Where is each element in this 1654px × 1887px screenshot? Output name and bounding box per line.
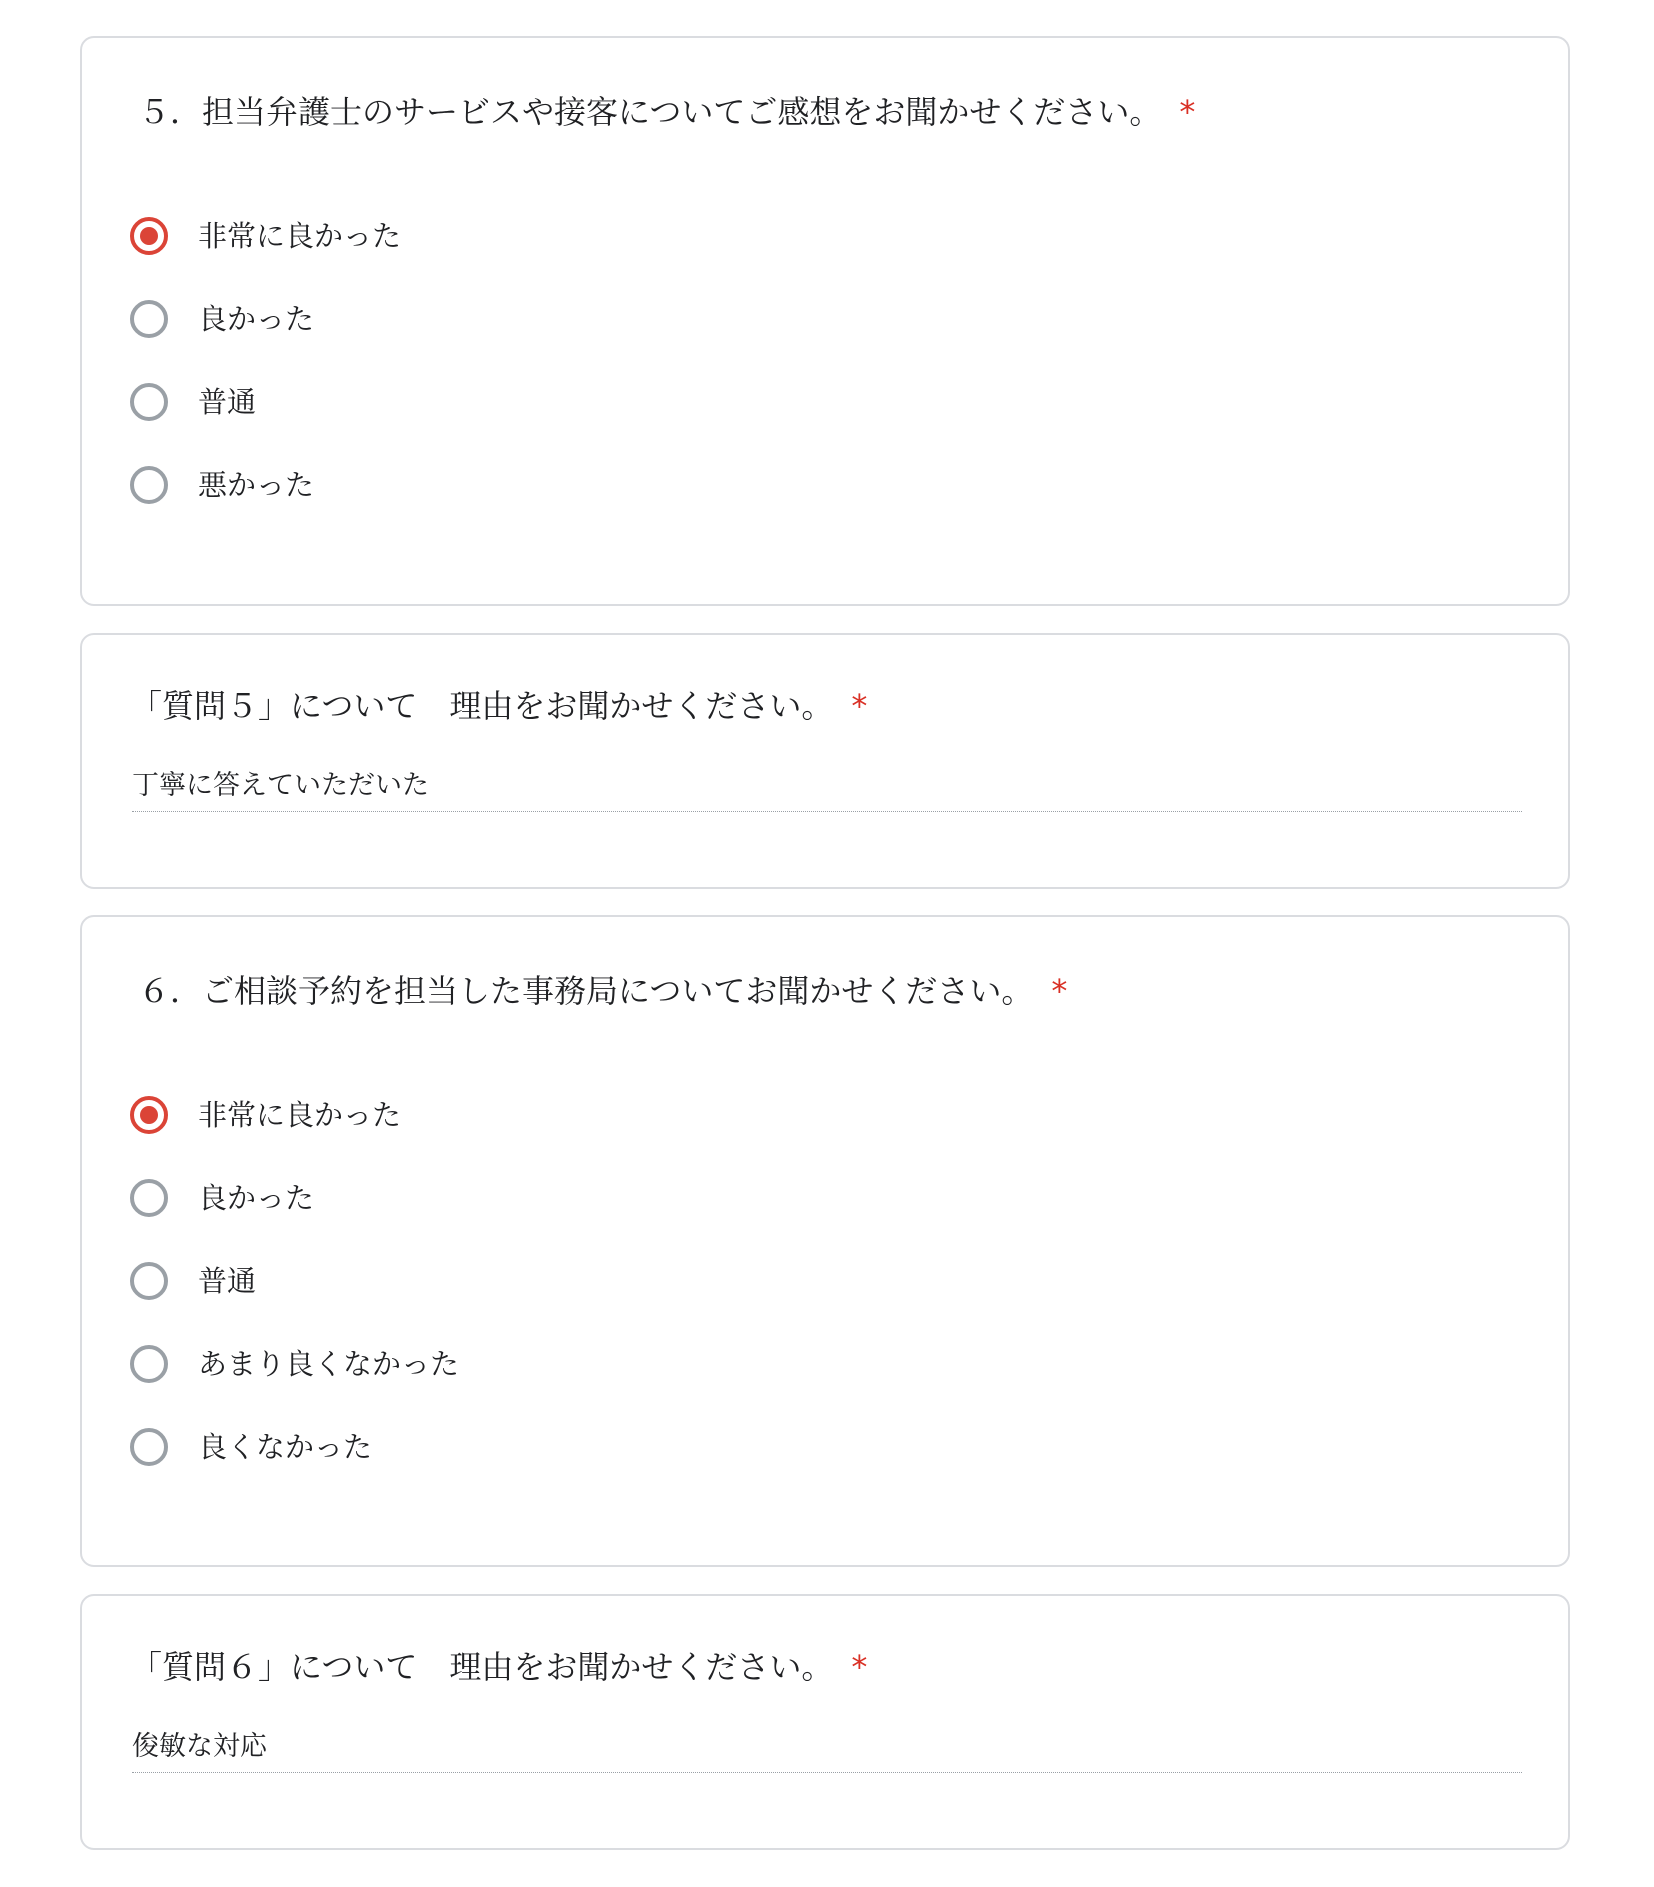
question-6-options (130, 1094, 459, 1509)
question-5-reason-title (130, 687, 867, 725)
q6-option-4[interactable] (130, 1426, 459, 1509)
question-5-reason-title-text: 「質問５」について 理由をお聞かせください。 (130, 687, 834, 725)
question-6-reason-card (80, 1594, 1570, 1850)
question-5-card (80, 36, 1570, 606)
radio-unselected-icon[interactable] (130, 1262, 168, 1300)
option-label: 非常に良かった (198, 219, 402, 253)
radio-unselected-icon[interactable] (130, 466, 168, 504)
option-label: 非常に良かった (198, 1098, 402, 1132)
option-label: 良くなかった (198, 1430, 373, 1464)
radio-unselected-icon[interactable] (130, 1428, 168, 1466)
option-label: 良かった (198, 302, 315, 336)
question-5-title-text: ５．担当弁護士のサービスや接客についてご感想をお聞かせください。 (138, 93, 1162, 131)
option-label: 良かった (198, 1181, 315, 1215)
q6-option-0[interactable] (130, 1094, 459, 1177)
radio-unselected-icon[interactable] (130, 300, 168, 338)
question-6-reason-answer[interactable]: 俊敏な対応 (132, 1728, 1522, 1773)
option-label: あまり良くなかった (198, 1347, 460, 1381)
question-6-card (80, 915, 1570, 1567)
q5-option-0[interactable] (130, 215, 401, 298)
q5-option-3[interactable] (130, 464, 401, 547)
question-6-title (138, 972, 1067, 1010)
question-6-title-text: ６．ご相談予約を担当した事務局についてお聞かせください。 (138, 972, 1034, 1010)
question-5-options (130, 215, 401, 547)
option-label: 普通 (198, 385, 257, 419)
radio-selected-icon[interactable] (130, 217, 168, 255)
question-5-reason-card (80, 633, 1570, 889)
q6-option-3[interactable] (130, 1343, 459, 1426)
radio-unselected-icon[interactable] (130, 1345, 168, 1383)
question-5-title (138, 93, 1195, 131)
required-asterisk: * (1051, 972, 1068, 1010)
required-asterisk: * (851, 687, 868, 725)
required-asterisk: * (851, 1648, 868, 1686)
question-6-reason-title-text: 「質問６」について 理由をお聞かせください。 (130, 1648, 834, 1686)
question-6-reason-title (130, 1648, 867, 1686)
radio-unselected-icon[interactable] (130, 1179, 168, 1217)
radio-unselected-icon[interactable] (130, 383, 168, 421)
option-label: 悪かった (198, 468, 315, 502)
question-5-reason-answer[interactable]: 丁寧に答えていただいた (132, 767, 1522, 812)
q5-option-1[interactable] (130, 298, 401, 381)
q6-option-1[interactable] (130, 1177, 459, 1260)
option-label: 普通 (198, 1264, 257, 1298)
radio-selected-icon[interactable] (130, 1096, 168, 1134)
required-asterisk: * (1179, 93, 1196, 131)
q5-option-2[interactable] (130, 381, 401, 464)
q6-option-2[interactable] (130, 1260, 459, 1343)
